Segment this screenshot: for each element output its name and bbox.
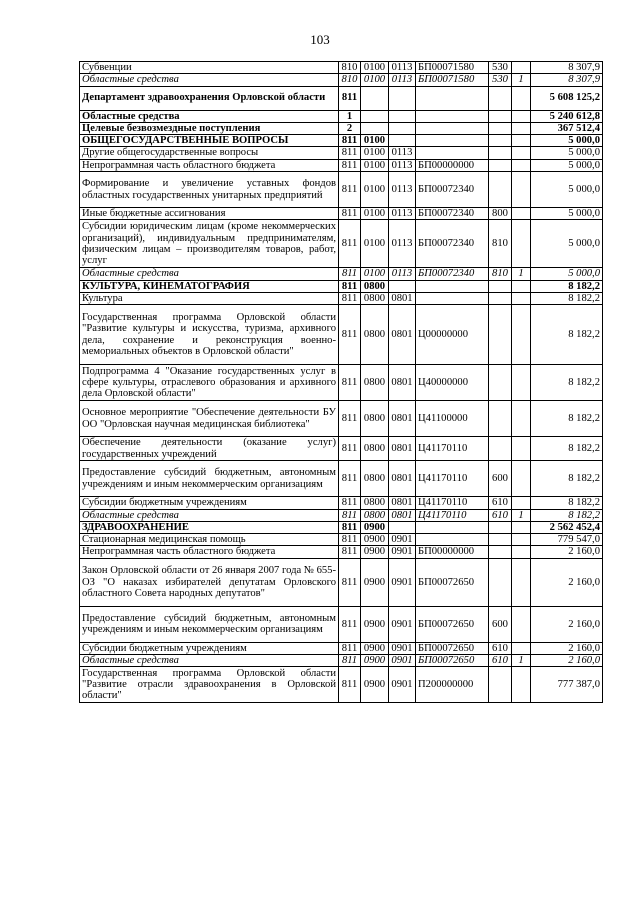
expense-type-code bbox=[489, 305, 512, 365]
row-amount: 2 160,0 bbox=[531, 642, 603, 654]
subsection-code: 0113 bbox=[389, 74, 416, 86]
expense-type-code bbox=[489, 147, 512, 159]
chapter-code: 811 bbox=[339, 159, 361, 171]
chapter-code: 811 bbox=[339, 437, 361, 461]
expense-type-code bbox=[489, 401, 512, 437]
subsection-code bbox=[389, 521, 416, 533]
target-article-code bbox=[416, 280, 489, 292]
row-amount: 8 182,2 bbox=[531, 461, 603, 497]
section-code: 0100 bbox=[361, 172, 389, 208]
funding-source-code bbox=[512, 86, 531, 110]
funding-source-code bbox=[512, 159, 531, 171]
chapter-code: 811 bbox=[339, 172, 361, 208]
row-name: Государственная программа Орловской области "Развитие отрасли здравоохранения в Орловской области" bbox=[80, 667, 339, 703]
funding-source-code bbox=[512, 220, 531, 268]
subsection-code bbox=[389, 110, 416, 122]
expense-type-code: 610 bbox=[489, 655, 512, 667]
row-name: Субсидии бюджетным учреждениям bbox=[80, 497, 339, 509]
target-article-code: БП00072650 bbox=[416, 558, 489, 606]
subsection-code: 0801 bbox=[389, 509, 416, 521]
table-row bbox=[80, 642, 603, 654]
funding-source-code bbox=[512, 667, 531, 703]
target-article-code: Ц41100000 bbox=[416, 401, 489, 437]
funding-source-code bbox=[512, 521, 531, 533]
table-row bbox=[80, 546, 603, 558]
subsection-code: 0801 bbox=[389, 437, 416, 461]
subsection-code: 0901 bbox=[389, 642, 416, 654]
section-code: 0100 bbox=[361, 147, 389, 159]
table-row bbox=[80, 268, 603, 280]
target-article-code: Ц40000000 bbox=[416, 365, 489, 401]
expense-type-code: 530 bbox=[489, 74, 512, 86]
funding-source-code bbox=[512, 401, 531, 437]
funding-source-code bbox=[512, 497, 531, 509]
chapter-code: 811 bbox=[339, 655, 361, 667]
subsection-code: 0801 bbox=[389, 401, 416, 437]
section-code bbox=[361, 122, 389, 134]
funding-source-code bbox=[512, 172, 531, 208]
funding-source-code bbox=[512, 122, 531, 134]
row-name: Областные средства bbox=[80, 110, 339, 122]
row-amount: 8 182,2 bbox=[531, 437, 603, 461]
target-article-code: БП00072340 bbox=[416, 268, 489, 280]
table-row bbox=[80, 62, 603, 74]
subsection-code: 0801 bbox=[389, 461, 416, 497]
chapter-code: 811 bbox=[339, 268, 361, 280]
table-row bbox=[80, 667, 603, 703]
table-row bbox=[80, 655, 603, 667]
subsection-code: 0113 bbox=[389, 172, 416, 208]
funding-source-code bbox=[512, 642, 531, 654]
target-article-code: П200000000 bbox=[416, 667, 489, 703]
target-article-code: БП00072650 bbox=[416, 642, 489, 654]
section-code: 0800 bbox=[361, 437, 389, 461]
expense-type-code bbox=[489, 521, 512, 533]
target-article-code bbox=[416, 534, 489, 546]
row-name: Областные средства bbox=[80, 74, 339, 86]
table-row bbox=[80, 280, 603, 292]
expense-type-code bbox=[489, 110, 512, 122]
row-name: Областные средства bbox=[80, 655, 339, 667]
funding-source-code bbox=[512, 437, 531, 461]
expense-type-code bbox=[489, 365, 512, 401]
funding-source-code bbox=[512, 461, 531, 497]
table-row bbox=[80, 606, 603, 642]
row-name: КУЛЬТУРА, КИНЕМАТОГРАФИЯ bbox=[80, 280, 339, 292]
section-code: 0900 bbox=[361, 667, 389, 703]
expense-type-code bbox=[489, 159, 512, 171]
target-article-code: БП00072340 bbox=[416, 172, 489, 208]
expense-type-code bbox=[489, 534, 512, 546]
table-row bbox=[80, 135, 603, 147]
funding-source-code bbox=[512, 62, 531, 74]
funding-source-code bbox=[512, 534, 531, 546]
row-amount: 779 547,0 bbox=[531, 534, 603, 546]
chapter-code: 811 bbox=[339, 546, 361, 558]
chapter-code: 811 bbox=[339, 86, 361, 110]
subsection-code: 0113 bbox=[389, 159, 416, 171]
funding-source-code: 1 bbox=[512, 74, 531, 86]
expense-type-code: 810 bbox=[489, 220, 512, 268]
section-code: 0800 bbox=[361, 401, 389, 437]
section-code: 0100 bbox=[361, 208, 389, 220]
funding-source-code bbox=[512, 305, 531, 365]
section-code: 0100 bbox=[361, 159, 389, 171]
chapter-code: 810 bbox=[339, 62, 361, 74]
row-name: Предоставление субсидий бюджетным, автономным учреждениям и иным некоммерческим организациям bbox=[80, 606, 339, 642]
expense-type-code: 810 bbox=[489, 268, 512, 280]
row-name: Государственная программа Орловской области "Развитие культуры и искусства, туризма, архивного дела, сохранение и реконструкция военно-мемориальных объектов в Орловской области" bbox=[80, 305, 339, 365]
funding-source-code bbox=[512, 135, 531, 147]
row-amount: 5 608 125,2 bbox=[531, 86, 603, 110]
subsection-code: 0113 bbox=[389, 147, 416, 159]
target-article-code: БП00000000 bbox=[416, 159, 489, 171]
section-code: 0900 bbox=[361, 655, 389, 667]
expense-type-code bbox=[489, 280, 512, 292]
row-amount: 8 182,2 bbox=[531, 292, 603, 304]
chapter-code: 811 bbox=[339, 642, 361, 654]
table-row bbox=[80, 558, 603, 606]
expense-type-code: 800 bbox=[489, 208, 512, 220]
subsection-code bbox=[389, 122, 416, 134]
table-row bbox=[80, 74, 603, 86]
chapter-code: 1 bbox=[339, 110, 361, 122]
row-amount: 8 182,2 bbox=[531, 305, 603, 365]
row-amount: 8 307,9 bbox=[531, 74, 603, 86]
funding-source-code bbox=[512, 280, 531, 292]
subsection-code bbox=[389, 280, 416, 292]
subsection-code: 0113 bbox=[389, 268, 416, 280]
section-code bbox=[361, 110, 389, 122]
row-name: Иные бюджетные ассигнования bbox=[80, 208, 339, 220]
section-code: 0100 bbox=[361, 220, 389, 268]
section-code: 0800 bbox=[361, 497, 389, 509]
target-article-code bbox=[416, 292, 489, 304]
row-amount: 5 000,0 bbox=[531, 208, 603, 220]
target-article-code: Ц41170110 bbox=[416, 497, 489, 509]
row-name: Подпрограмма 4 "Оказание государственных услуг в сфере культуры, отраслевого образования и архивного дела Орловской области" bbox=[80, 365, 339, 401]
target-article-code bbox=[416, 147, 489, 159]
target-article-code: БП00072340 bbox=[416, 220, 489, 268]
table-row bbox=[80, 147, 603, 159]
subsection-code: 0901 bbox=[389, 546, 416, 558]
section-code: 0900 bbox=[361, 642, 389, 654]
expense-type-code: 610 bbox=[489, 497, 512, 509]
table-row bbox=[80, 509, 603, 521]
target-article-code: Ц41170110 bbox=[416, 437, 489, 461]
section-code: 0100 bbox=[361, 268, 389, 280]
expense-type-code bbox=[489, 667, 512, 703]
chapter-code: 811 bbox=[339, 521, 361, 533]
section-code: 0800 bbox=[361, 305, 389, 365]
row-name: Субсидии юридическим лицам (кроме некоммерческих организаций), индивидуальным предпринимателям, физическим лицам – производителям товаров, работ, услуг bbox=[80, 220, 339, 268]
table-row bbox=[80, 365, 603, 401]
expense-type-code: 610 bbox=[489, 642, 512, 654]
row-name: Другие общегосударственные вопросы bbox=[80, 147, 339, 159]
target-article-code: Ц41170110 bbox=[416, 509, 489, 521]
expense-type-code bbox=[489, 292, 512, 304]
budget-table bbox=[79, 61, 603, 703]
row-name: Основное мероприятие "Обеспечение деятельности БУ ОО "Орловская научная медицинская библиотека" bbox=[80, 401, 339, 437]
subsection-code: 0901 bbox=[389, 655, 416, 667]
row-amount: 5 000,0 bbox=[531, 159, 603, 171]
row-name: Обеспечение деятельности (оказание услуг) государственных учреждений bbox=[80, 437, 339, 461]
subsection-code bbox=[389, 86, 416, 110]
target-article-code: БП00071580 bbox=[416, 62, 489, 74]
chapter-code: 811 bbox=[339, 497, 361, 509]
budget-table-body bbox=[80, 62, 603, 703]
funding-source-code bbox=[512, 558, 531, 606]
target-article-code bbox=[416, 86, 489, 110]
section-code: 0800 bbox=[361, 509, 389, 521]
expense-type-code: 610 bbox=[489, 509, 512, 521]
expense-type-code bbox=[489, 86, 512, 110]
row-name: Непрограммная часть областного бюджета bbox=[80, 159, 339, 171]
chapter-code: 811 bbox=[339, 147, 361, 159]
expense-type-code: 600 bbox=[489, 606, 512, 642]
row-amount: 8 182,2 bbox=[531, 365, 603, 401]
table-row bbox=[80, 208, 603, 220]
chapter-code: 811 bbox=[339, 509, 361, 521]
row-amount: 5 000,0 bbox=[531, 172, 603, 208]
chapter-code: 811 bbox=[339, 292, 361, 304]
row-name: ОБЩЕГОСУДАРСТВЕННЫЕ ВОПРОСЫ bbox=[80, 135, 339, 147]
subsection-code: 0901 bbox=[389, 606, 416, 642]
row-amount: 5 240 612,8 bbox=[531, 110, 603, 122]
funding-source-code bbox=[512, 147, 531, 159]
section-code: 0800 bbox=[361, 365, 389, 401]
row-amount: 5 000,0 bbox=[531, 220, 603, 268]
target-article-code: БП00000000 bbox=[416, 546, 489, 558]
subsection-code: 0801 bbox=[389, 305, 416, 365]
chapter-code: 811 bbox=[339, 606, 361, 642]
chapter-code: 810 bbox=[339, 74, 361, 86]
section-code: 0800 bbox=[361, 461, 389, 497]
section-code: 0100 bbox=[361, 74, 389, 86]
expense-type-code bbox=[489, 437, 512, 461]
table-row bbox=[80, 461, 603, 497]
funding-source-code bbox=[512, 208, 531, 220]
target-article-code bbox=[416, 135, 489, 147]
row-name: Субсидии бюджетным учреждениям bbox=[80, 642, 339, 654]
row-amount: 2 160,0 bbox=[531, 546, 603, 558]
page-number: 103 bbox=[310, 32, 330, 47]
table-row bbox=[80, 86, 603, 110]
section-code: 0800 bbox=[361, 292, 389, 304]
funding-source-code bbox=[512, 292, 531, 304]
table-row bbox=[80, 122, 603, 134]
row-amount: 777 387,0 bbox=[531, 667, 603, 703]
row-name: Закон Орловской области от 26 января 2007 года № 655-ОЗ "О наказах избирателей депутатам Орловского областного Совета народных депутатов" bbox=[80, 558, 339, 606]
subsection-code bbox=[389, 135, 416, 147]
expense-type-code bbox=[489, 172, 512, 208]
row-amount: 8 182,2 bbox=[531, 401, 603, 437]
target-article-code: Ц41170110 bbox=[416, 461, 489, 497]
table-row bbox=[80, 292, 603, 304]
expense-type-code bbox=[489, 122, 512, 134]
row-amount: 5 000,0 bbox=[531, 135, 603, 147]
target-article-code: БП00072650 bbox=[416, 606, 489, 642]
funding-source-code: 1 bbox=[512, 509, 531, 521]
row-amount: 8 182,2 bbox=[531, 280, 603, 292]
subsection-code: 0901 bbox=[389, 558, 416, 606]
table-row bbox=[80, 159, 603, 171]
table-row bbox=[80, 172, 603, 208]
subsection-code: 0113 bbox=[389, 208, 416, 220]
section-code: 0900 bbox=[361, 606, 389, 642]
subsection-code: 0801 bbox=[389, 292, 416, 304]
target-article-code: БП00072650 bbox=[416, 655, 489, 667]
expense-type-code bbox=[489, 558, 512, 606]
subsection-code: 0901 bbox=[389, 534, 416, 546]
row-name: Департамент здравоохранения Орловской области bbox=[80, 86, 339, 110]
chapter-code: 811 bbox=[339, 305, 361, 365]
funding-source-code: 1 bbox=[512, 268, 531, 280]
target-article-code: Ц00000000 bbox=[416, 305, 489, 365]
chapter-code: 811 bbox=[339, 401, 361, 437]
row-amount: 8 307,9 bbox=[531, 62, 603, 74]
section-code: 0800 bbox=[361, 280, 389, 292]
chapter-code: 811 bbox=[339, 558, 361, 606]
funding-source-code bbox=[512, 606, 531, 642]
row-name: Предоставление субсидий бюджетным, автономным учреждениям и иным некоммерческим организациям bbox=[80, 461, 339, 497]
section-code: 0900 bbox=[361, 521, 389, 533]
subsection-code: 0113 bbox=[389, 220, 416, 268]
section-code: 0100 bbox=[361, 62, 389, 74]
section-code: 0900 bbox=[361, 546, 389, 558]
table-row bbox=[80, 497, 603, 509]
row-amount: 8 182,2 bbox=[531, 509, 603, 521]
table-row bbox=[80, 305, 603, 365]
row-name: Областные средства bbox=[80, 268, 339, 280]
chapter-code: 811 bbox=[339, 365, 361, 401]
target-article-code: БП00071580 bbox=[416, 74, 489, 86]
chapter-code: 811 bbox=[339, 220, 361, 268]
row-amount: 2 160,0 bbox=[531, 655, 603, 667]
row-name: Субвенции bbox=[80, 62, 339, 74]
table-row bbox=[80, 110, 603, 122]
chapter-code: 811 bbox=[339, 208, 361, 220]
table-row bbox=[80, 521, 603, 533]
chapter-code: 2 bbox=[339, 122, 361, 134]
funding-source-code bbox=[512, 365, 531, 401]
row-amount: 2 562 452,4 bbox=[531, 521, 603, 533]
row-name: ЗДРАВООХРАНЕНИЕ bbox=[80, 521, 339, 533]
expense-type-code bbox=[489, 135, 512, 147]
row-amount: 2 160,0 bbox=[531, 606, 603, 642]
row-name: Стационарная медицинская помощь bbox=[80, 534, 339, 546]
target-article-code bbox=[416, 122, 489, 134]
expense-type-code: 530 bbox=[489, 62, 512, 74]
subsection-code: 0113 bbox=[389, 62, 416, 74]
row-amount: 5 000,0 bbox=[531, 147, 603, 159]
row-name: Целевые безвозмездные поступления bbox=[80, 122, 339, 134]
subsection-code: 0801 bbox=[389, 497, 416, 509]
funding-source-code bbox=[512, 110, 531, 122]
expense-type-code: 600 bbox=[489, 461, 512, 497]
row-amount: 367 512,4 bbox=[531, 122, 603, 134]
chapter-code: 811 bbox=[339, 667, 361, 703]
table-row bbox=[80, 437, 603, 461]
row-amount: 8 182,2 bbox=[531, 497, 603, 509]
chapter-code: 811 bbox=[339, 135, 361, 147]
funding-source-code bbox=[512, 546, 531, 558]
section-code: 0900 bbox=[361, 558, 389, 606]
chapter-code: 811 bbox=[339, 534, 361, 546]
table-row bbox=[80, 401, 603, 437]
funding-source-code: 1 bbox=[512, 655, 531, 667]
row-name: Областные средства bbox=[80, 509, 339, 521]
target-article-code bbox=[416, 521, 489, 533]
row-name: Культура bbox=[80, 292, 339, 304]
section-code: 0100 bbox=[361, 135, 389, 147]
section-code bbox=[361, 86, 389, 110]
row-amount: 2 160,0 bbox=[531, 558, 603, 606]
table-row bbox=[80, 534, 603, 546]
table-row bbox=[80, 220, 603, 268]
section-code: 0900 bbox=[361, 534, 389, 546]
subsection-code: 0801 bbox=[389, 365, 416, 401]
subsection-code: 0901 bbox=[389, 667, 416, 703]
chapter-code: 811 bbox=[339, 461, 361, 497]
row-name: Непрограммная часть областного бюджета bbox=[80, 546, 339, 558]
target-article-code bbox=[416, 110, 489, 122]
row-amount: 5 000,0 bbox=[531, 268, 603, 280]
expense-type-code bbox=[489, 546, 512, 558]
row-name: Формирование и увеличение уставных фондов областных государственных унитарных предприятий bbox=[80, 172, 339, 208]
chapter-code: 811 bbox=[339, 280, 361, 292]
target-article-code: БП00072340 bbox=[416, 208, 489, 220]
